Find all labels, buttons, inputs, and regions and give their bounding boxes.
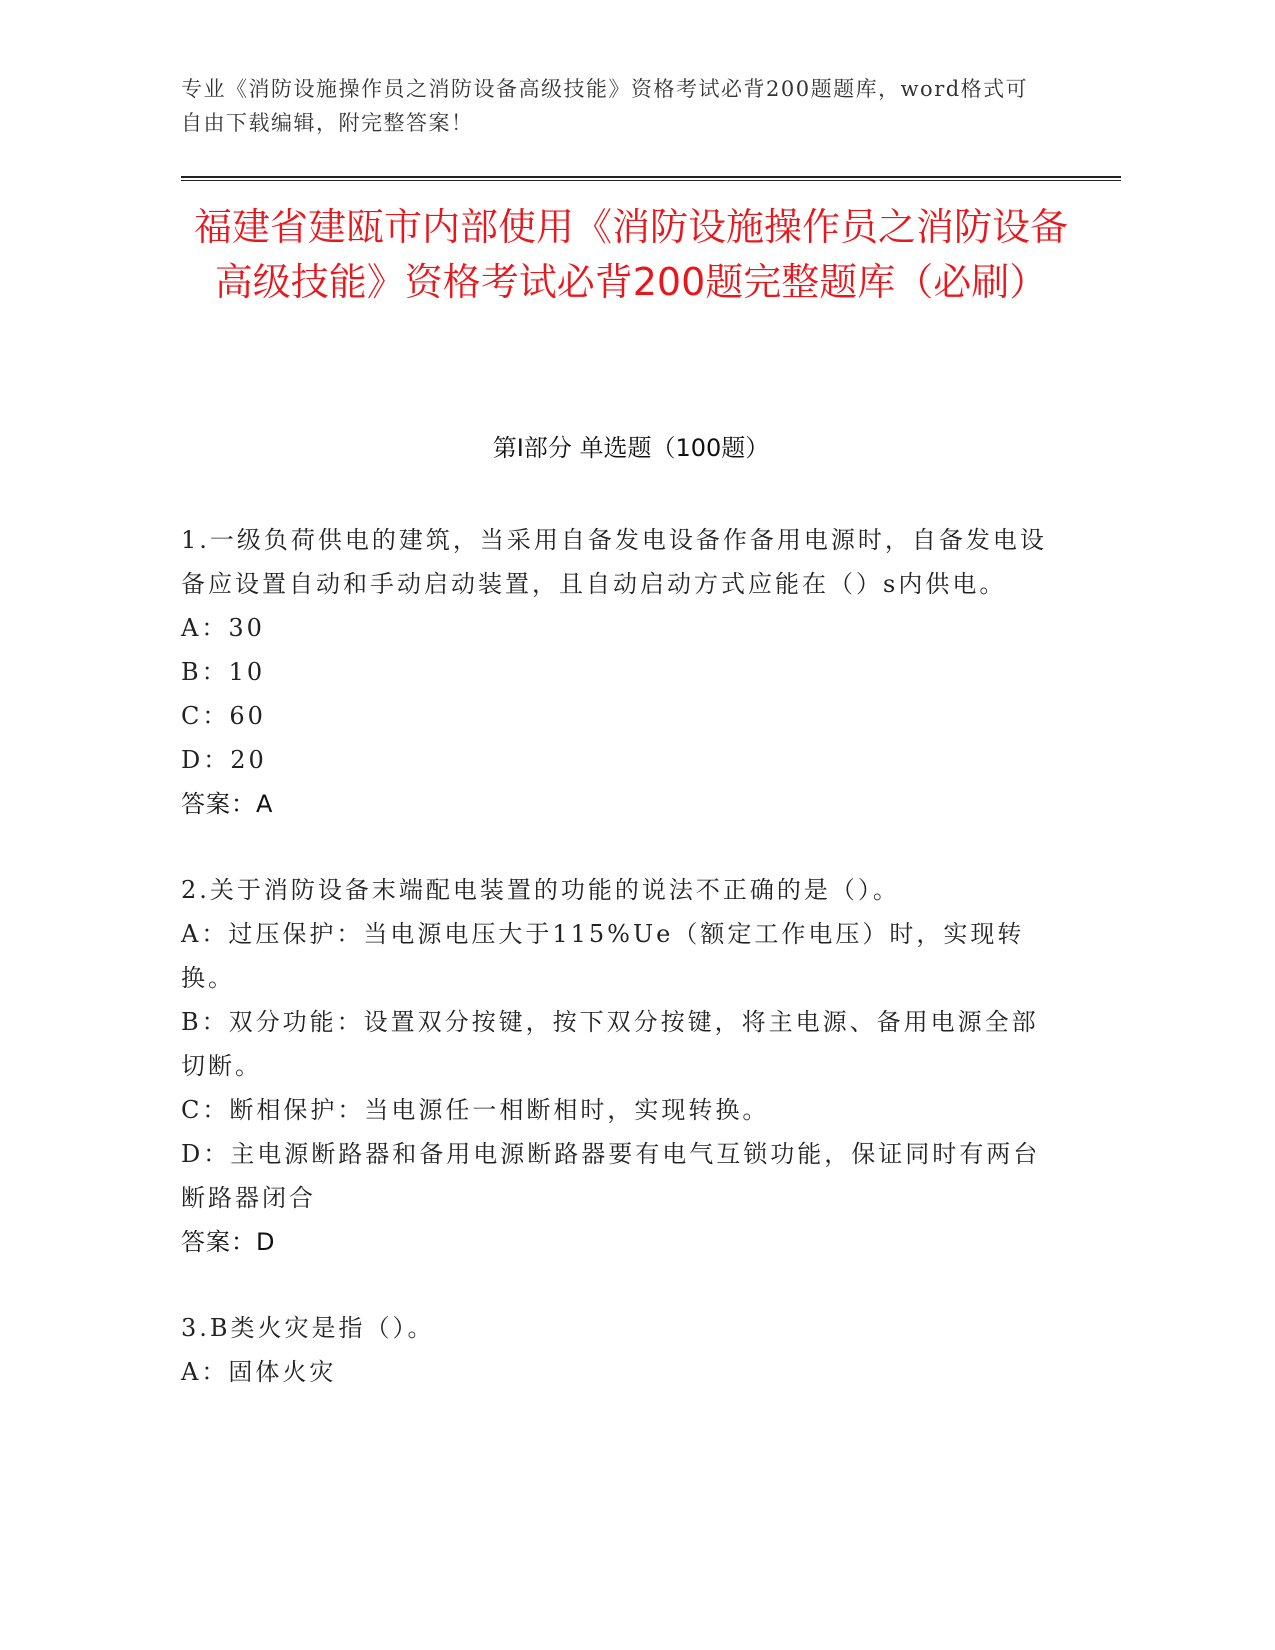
option-a: A：过压保护：当电源电压大于115%Ue（额定工作电压）时，实现转换。 xyxy=(181,920,1025,992)
question-2 xyxy=(181,868,1051,1264)
answer-label: 答案：D xyxy=(181,1228,276,1256)
question-1 xyxy=(181,518,1051,826)
option-b: B：双分功能：设置双分按键，按下双分按键，将主电源、备用电源全部切断。 xyxy=(181,1008,1039,1080)
header-rule-thin xyxy=(181,180,1121,181)
header-note: 专业《消防设施操作员之消防设备高级技能》资格考试必背200题题库，word格式可自由下载编辑，附完整答案！ xyxy=(181,77,1029,135)
question-stem: 2.关于消防设备末端配电装置的功能的说法不正确的是（）。 xyxy=(181,876,900,904)
answer-label: 答案：A xyxy=(181,790,274,818)
question-stem: 1.一级负荷供电的建筑，当采用自备发电设备作备用电源时，自备发电设备应设置自动和手动启动装置，且自动启动方式应能在（）s内供电。 xyxy=(181,526,1047,598)
option-d: D：20 xyxy=(181,746,267,774)
option-a: A：30 xyxy=(181,614,265,642)
question-list xyxy=(181,518,1051,1436)
option-c: C：断相保护：当电源任一相断相时，实现转换。 xyxy=(181,1096,770,1124)
question-3 xyxy=(181,1306,1051,1394)
question-stem: 3.B类火灾是指（）。 xyxy=(181,1314,435,1342)
section-title: 第Ⅰ部分 单选题（100题） xyxy=(492,434,770,462)
option-d: D：主电源断路器和备用电源断路器要有电气互锁功能，保证同时有两台断路器闭合 xyxy=(181,1140,1041,1212)
header-rule-thick xyxy=(181,176,1121,178)
option-c: C：60 xyxy=(181,702,266,730)
option-b: B：10 xyxy=(181,658,266,686)
document-title: 福建省建瓯市内部使用《消防设施操作员之消防设备高级技能》资格考试必背200题完整题库（必刷） xyxy=(193,205,1068,304)
option-a: A：固体火灾 xyxy=(181,1358,337,1386)
